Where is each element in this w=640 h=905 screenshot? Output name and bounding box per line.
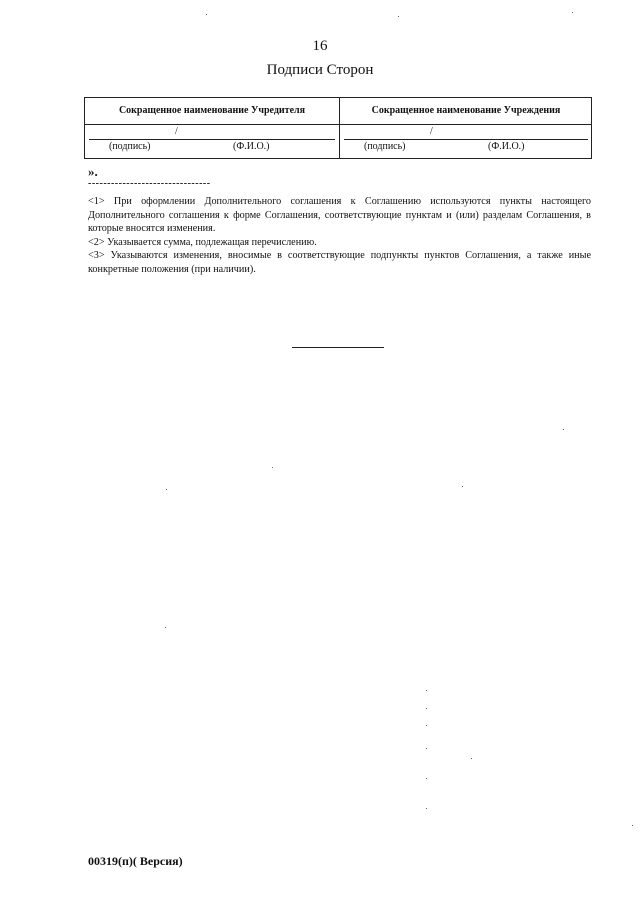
page-number: 16 <box>312 38 328 54</box>
scan-speck <box>471 758 472 759</box>
footnotes <box>88 195 591 277</box>
institution-caption-name: (Ф.И.О.) <box>488 141 525 152</box>
signature-column-institution <box>339 98 592 158</box>
scan-speck <box>563 429 564 430</box>
short-divider <box>292 347 384 348</box>
signature-column-founder <box>85 98 339 158</box>
scan-speck <box>165 627 166 628</box>
founder-caption-signature: (подпись) <box>109 141 151 152</box>
signature-table <box>84 97 592 159</box>
footer-document-code: 00319(п)( Версия) <box>88 854 183 868</box>
scan-speck <box>426 690 427 691</box>
scan-speck <box>426 778 427 779</box>
scan-speck <box>426 808 427 809</box>
founder-slash: / <box>175 126 178 137</box>
founder-signature-line <box>89 139 335 140</box>
institution-caption-signature: (подпись) <box>364 141 406 152</box>
institution-slash: / <box>430 126 433 137</box>
footnote-2: <2> Указывается сумма, подлежащая перечислению. <box>88 236 317 248</box>
founder-caption-name: (Ф.И.О.) <box>233 141 270 152</box>
scan-speck <box>398 16 399 17</box>
scan-speck <box>572 12 573 13</box>
scan-speck <box>462 486 463 487</box>
footnote-3: <3> Указываются изменения, вносимые в соответствующие подпункты пунктов Соглашения, а также иные конкретные положения (при наличии). <box>88 250 591 275</box>
scan-speck <box>206 14 207 15</box>
institution-header: Сокращенное наименование Учреждения <box>340 98 592 125</box>
footnote-separator: -------------------------------- <box>88 178 211 189</box>
closing-quote: ». <box>88 164 98 179</box>
scan-speck <box>426 748 427 749</box>
scan-speck <box>426 708 427 709</box>
section-title: Подписи Сторон <box>266 62 374 78</box>
scan-speck <box>166 489 167 490</box>
institution-signature-line <box>344 139 588 140</box>
footnote-1: <1> При оформлении Дополнительного соглашения к Соглашению используются пункты настоящего Дополнительного соглашения к форме Соглашения, соответствующие пунктам и (или) разделам Соглашения, в которые вносятся изменения. <box>88 196 591 235</box>
scan-speck <box>632 825 633 826</box>
founder-header: Сокращенное наименование Учредителя <box>85 98 339 125</box>
scan-speck <box>272 467 273 468</box>
scan-speck <box>426 725 427 726</box>
